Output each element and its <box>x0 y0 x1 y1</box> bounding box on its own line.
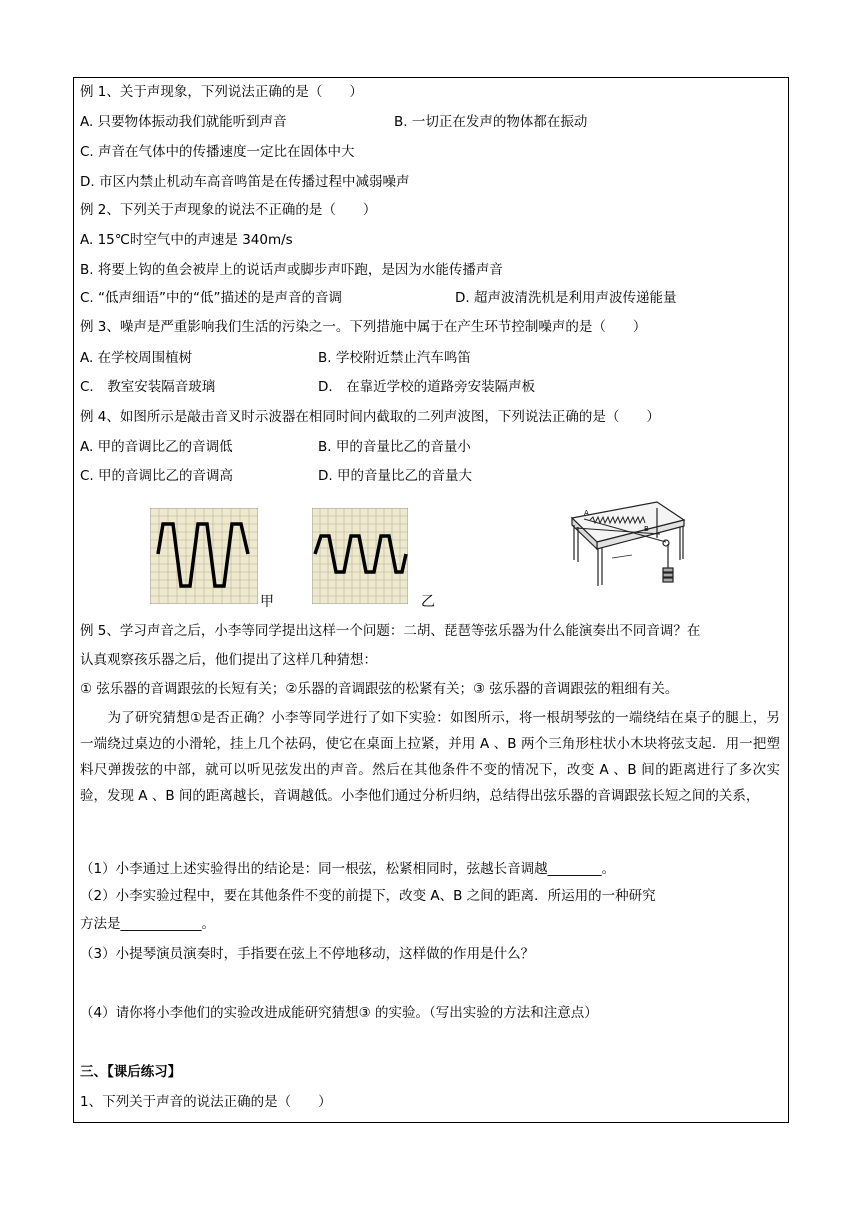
ex3-option-d: D. 在靠近学校的道路旁安装隔声板 <box>318 379 536 395</box>
label-b: B <box>644 525 649 533</box>
ex3-option-a: A. 在学校周围植树 <box>80 350 193 366</box>
ex3-option-c: C. 教室安装隔音玻璃 <box>80 379 216 395</box>
ex2-option-a: A. 15℃时空气中的声速是 340m/s <box>80 232 293 248</box>
ex5-experiment-paragraph: 为了研究猜想①是否正确？小李等同学进行了如下实验：如图所示，将一根胡琴弦的一端绕结在桌子的腿上，另一端绕过桌边的小滑轮，挂上几个祛码，使它在桌面上拉紧，并用 A 、B 两个三角形柱状小木块将弦支起．用一把塑料尺弹拨弦的中部，就可以听见弦发出的声音。然后在其他条件不变的情况下，改变 A 、B 间的距离进行了多次实验，发现 A 、B 间的距离越长，音调越低。小李他们通过分析归纳，总结得出弦乐器的音调跟弦长短之间的关系， <box>80 710 780 804</box>
ex5-question-line2: 认真观察孩乐器之后，他们提出了这样几种猜想： <box>80 652 377 668</box>
ex2-option-c: C. “低声细语”中的“低”描述的是声音的音调 <box>80 290 342 306</box>
ex1-question: 例 1、关于声现象，下列说法正确的是（ ） <box>80 84 363 100</box>
ex1-option-d: D. 市区内禁止机动车高音鸣笛是在传播过程中减弱噪声 <box>80 174 410 190</box>
waveform-jia-figure <box>150 508 258 604</box>
ex4-option-a: A. 甲的音调比乙的音调低 <box>80 439 233 455</box>
ex3-option-b: B. 学校附近禁止汽车鸣笛 <box>318 350 471 366</box>
ex1-option-a: A. 只要物体振动我们就能听到声音 <box>80 114 287 130</box>
ex2-question: 例 2、下列关于声现象的说法不正确的是（ ） <box>80 202 377 218</box>
label-a: A <box>584 509 589 517</box>
section-heading: 三、【课后练习】 <box>80 1064 182 1080</box>
ex1-option-c: C. 声音在气体中的传播速度一定比在固体中大 <box>80 144 355 160</box>
label-yi: 乙 <box>421 594 435 610</box>
waveform-yi-figure <box>312 508 408 604</box>
ex5-subquestion-2-line2: 方法是____________。 <box>80 916 215 932</box>
ex1-option-b: B. 一切正在发声的物体都在振动 <box>394 114 588 130</box>
ex5-subquestion-2-line1: （2）小李实验过程中，要在其他条件不变的前提下，改变 A、B 之间的距离．所运用的一种研究 <box>80 888 656 904</box>
ex4-option-d: D. 甲的音量比乙的音量大 <box>318 468 472 484</box>
string-apparatus-figure <box>562 498 692 588</box>
ex5-guesses: ① 弦乐器的音调跟弦的长短有关；②乐器的音调跟弦的松紧有关；③ 弦乐器的音调跟弦的粗细有关。 <box>80 681 679 697</box>
ex4-question: 例 4、如图所示是敲击音叉时示波器在相同时间内截取的二列声波图，下列说法正确的是（ ） <box>80 409 660 425</box>
ex4-option-b: B. 甲的音量比乙的音量小 <box>318 439 471 455</box>
ex5-subquestion-3: （3）小提琴演员演奏时，手指要在弦上不停地移动，这样做的作用是什么？ <box>80 946 535 962</box>
ex2-option-d: D. 超声波清洗机是利用声波传递能量 <box>455 290 677 306</box>
label-jia: 甲 <box>260 594 274 610</box>
ex5-subquestion-1: （1）小李通过上述实验得出的结论是：同一根弦，松紧相同时，弦越长音调越________。 <box>80 861 616 877</box>
ex3-question: 例 3、噪声是严重影响我们生活的污染之一。下列措施中属于在产生环节控制噪声的是（ ） <box>80 319 647 335</box>
ex5-question-line1: 例 5、学习声音之后，小李等同学提出这样一个问题：二胡、琵琶等弦乐器为什么能演奏出不同音调？在 <box>80 623 701 639</box>
homework-question-1: 1、下列关于声音的说法正确的是（ ） <box>80 1094 332 1110</box>
ex5-subquestion-4: （4）请你将小李他们的实验改进成能研究猜想③ 的实验。（写出实验的方法和注意点） <box>80 1005 598 1021</box>
ex4-option-c: C. 甲的音调比乙的音调高 <box>80 468 234 484</box>
ex2-option-b: B. 将要上钩的鱼会被岸上的说话声或脚步声吓跑，是因为水能传播声音 <box>80 262 503 278</box>
